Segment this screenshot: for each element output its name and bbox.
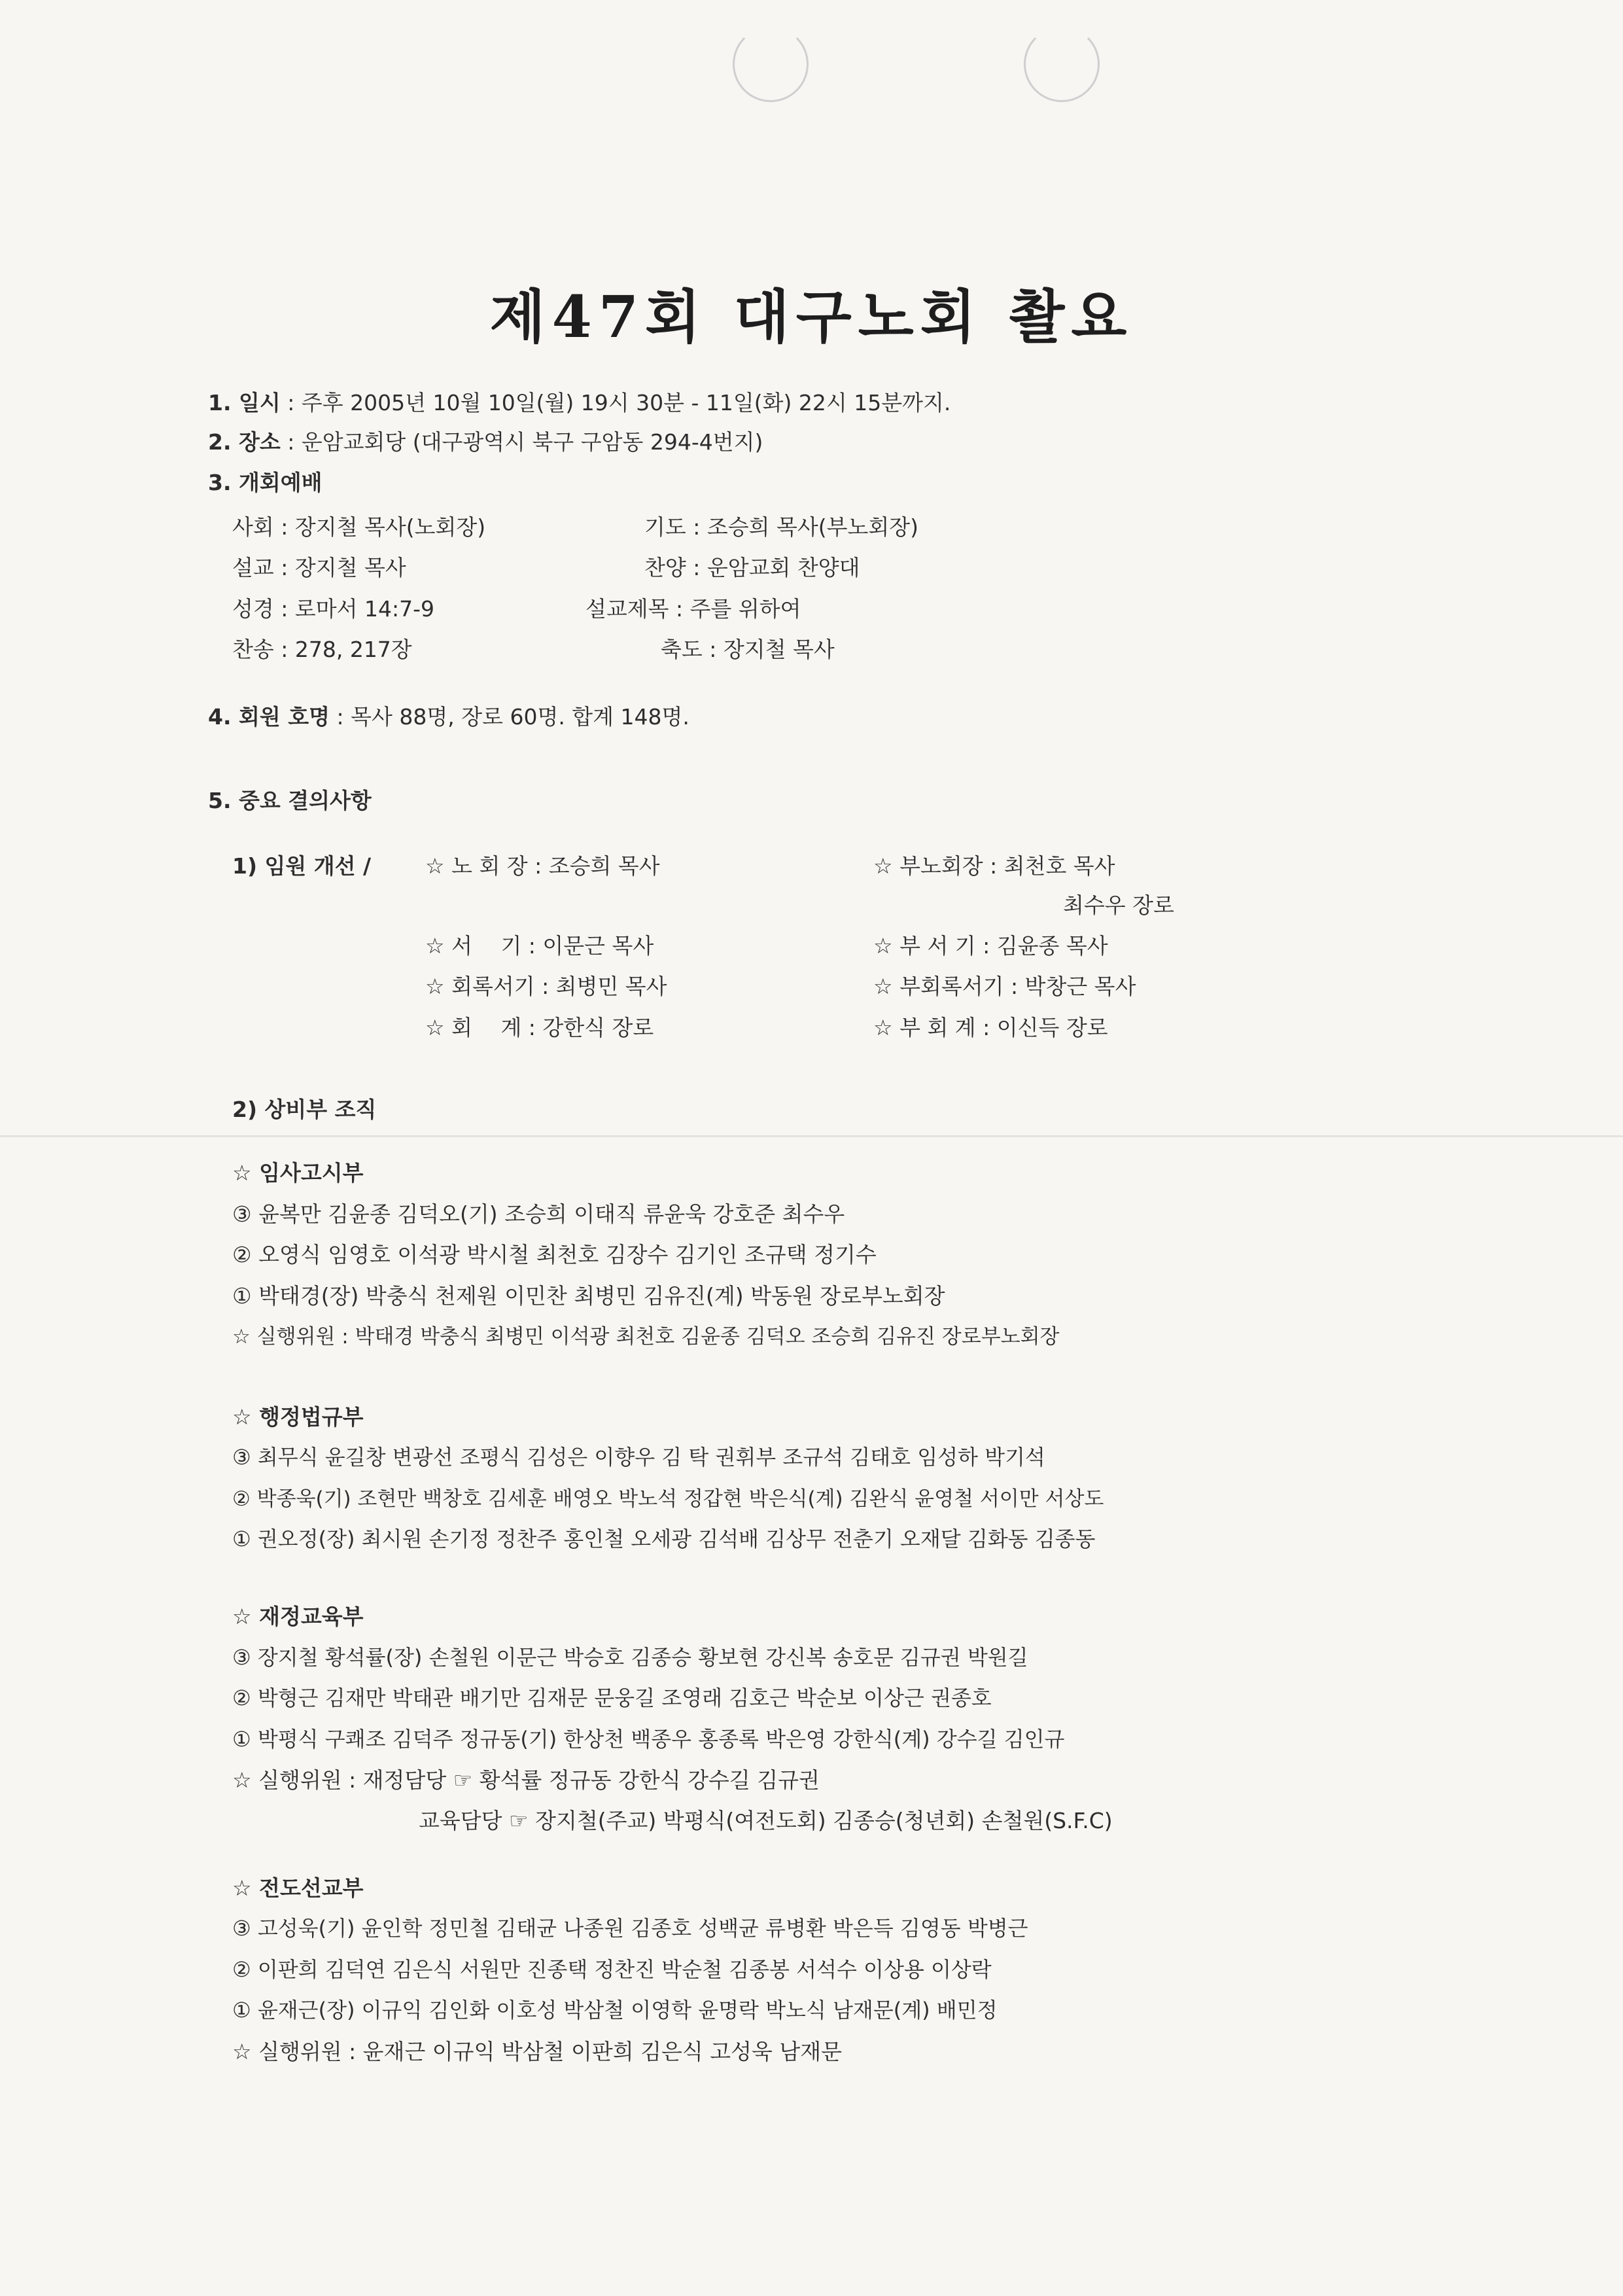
- dept1-line: ③ 윤복만 김윤종 김덕오(기) 조승희 이태직 류윤욱 강호준 최수우: [232, 1201, 845, 1227]
- officer-row-1-left: ☆ 노 회 장 : 조승희 목사: [425, 853, 660, 879]
- section-4-label: 4. 회원 호명: [208, 704, 330, 730]
- dept4-line: ③ 고성욱(기) 윤인학 정민철 김태균 나종원 김종호 성백균 류병환 박은득 김영동 박병근: [232, 1916, 1028, 1941]
- officer-row-3-right: ☆ 부 서 기 : 김윤종 목사: [873, 933, 1108, 959]
- dept4-name: ☆ 전도선교부: [232, 1875, 364, 1901]
- officer-row-3-left: ☆ 서 기 : 이문근 목사: [425, 933, 654, 959]
- officer-row-4-right: ☆ 부회록서기 : 박창근 목사: [873, 974, 1136, 999]
- worship-row-3-left: 성경 : 로마서 14:7-9: [232, 596, 434, 622]
- dept3-line: ① 박평식 구쾌조 김덕주 정규동(기) 한상천 백종우 홍종록 박은영 강한식(계) 강수길 김인규: [232, 1727, 1065, 1752]
- worship-row-2-right: 찬양 : 운암교회 찬양대: [644, 555, 860, 580]
- dept4-line: ☆ 실행위원 : 윤재근 이규익 박삼철 이판희 김은식 고성욱 남재문: [232, 2039, 843, 2064]
- officer-row-4-left: ☆ 회록서기 : 최병민 목사: [425, 974, 667, 999]
- worship-row-4-right: 축도 : 장지철 목사: [661, 637, 835, 662]
- section-1-text: : 주후 2005년 10월 10일(월) 19시 30분 - 11일(화) 22시 15분까지.: [287, 390, 951, 415]
- section-1-label: 1. 일시: [208, 390, 281, 415]
- dept4-line: ① 윤재근(장) 이규익 김인화 이호성 박삼철 이영학 윤명락 박노식 남재문(계) 배민정: [232, 1998, 998, 2022]
- officers-label: 1) 임원 개선 /: [232, 853, 372, 879]
- officer-row-2-right: 최수우 장로: [1063, 892, 1174, 918]
- dept1-line: ① 박태경(장) 박충식 천제원 이민찬 최병민 김유진(계) 박동원 장로부노회장: [232, 1283, 945, 1309]
- section-2-label: 2. 장소: [208, 429, 281, 455]
- dept2-line: ② 박종욱(기) 조현만 백창호 김세훈 배영오 박노석 정갑현 박은식(계) 김완식 윤영철 서이만 서상도: [232, 1487, 1104, 1511]
- dept1-name: ☆ 임사고시부: [232, 1160, 364, 1186]
- dept4-line: ② 이판희 김덕연 김은식 서원만 진종택 정찬진 박순철 김종봉 서석수 이상용 이상락: [232, 1957, 992, 1982]
- dept2-name: ☆ 행정법규부: [232, 1404, 364, 1430]
- dept3-name: ☆ 재정교육부: [232, 1604, 364, 1629]
- section-2: [208, 425, 763, 456]
- dept2-line: ① 권오정(장) 최시원 손기정 정찬주 홍인철 오세광 김석배 김상무 전춘기 오재달 김화동 김종동: [232, 1527, 1096, 1551]
- document-title: 제47회 대구노회 촬요: [489, 283, 1134, 351]
- worship-row-4-left: 찬송 : 278, 217장: [232, 637, 412, 662]
- section-3-label: 3. 개회예배: [208, 470, 323, 495]
- officer-row-1-right: ☆ 부노회장 : 최천호 목사: [873, 853, 1115, 879]
- dept1-line: ② 오영식 임영호 이석광 박시철 최천호 김장수 김기인 조규택 정기수: [232, 1242, 877, 1267]
- dept3-line: ② 박형근 김재만 박태관 배기만 김재문 문웅길 조영래 김호근 박순보 이상근 권종호: [232, 1686, 992, 1710]
- standing-label: 2) 상비부 조직: [232, 1097, 377, 1122]
- worship-row-2-left: 설교 : 장지철 목사: [232, 555, 406, 580]
- officer-row-5-right: ☆ 부 회 계 : 이신득 장로: [873, 1015, 1108, 1040]
- dept3-line: 교육담당 ☞ 장지철(주교) 박평식(여전도회) 김종승(청년회) 손철원(S.F.C): [419, 1808, 1113, 1833]
- dept1-line: ☆ 실행위원 : 박태경 박충식 최병민 이석광 최천호 김윤종 김덕오 조승희 김유진 장로부노회장: [232, 1325, 1060, 1349]
- worship-row-1-left: 사회 : 장지철 목사(노회장): [232, 514, 486, 540]
- section-2-text: : 운암교회당 (대구광역시 북구 구암동 294-4번지): [287, 429, 763, 455]
- worship-row-1-right: 기도 : 조승희 목사(부노회장): [644, 514, 918, 540]
- section-4: [208, 700, 689, 731]
- punch-hole-right-icon: [1024, 26, 1100, 102]
- section-4-text: : 목사 88명, 장로 60명. 합계 148명.: [336, 704, 689, 730]
- officer-row-5-left: ☆ 회 계 : 강한식 장로: [425, 1015, 654, 1040]
- section-1: [208, 386, 951, 417]
- fold-crease: [0, 1135, 1623, 1137]
- worship-row-3-right: 설교제목 : 주를 위하여: [585, 596, 801, 622]
- punch-hole-left-icon: [733, 26, 809, 102]
- dept3-line: ☆ 실행위원 : 재정담당 ☞ 황석률 정규동 강한식 강수길 김규권: [232, 1767, 820, 1793]
- section-5-label: 5. 중요 결의사항: [208, 788, 372, 813]
- dept3-line: ③ 장지철 황석률(장) 손철원 이문근 박승호 김종승 황보현 강신복 송호문 김규권 박원길: [232, 1645, 1028, 1670]
- dept2-line: ③ 최무식 윤길창 변광선 조평식 김성은 이향우 김 탁 권휘부 조규석 김태호 임성하 박기석: [232, 1445, 1045, 1470]
